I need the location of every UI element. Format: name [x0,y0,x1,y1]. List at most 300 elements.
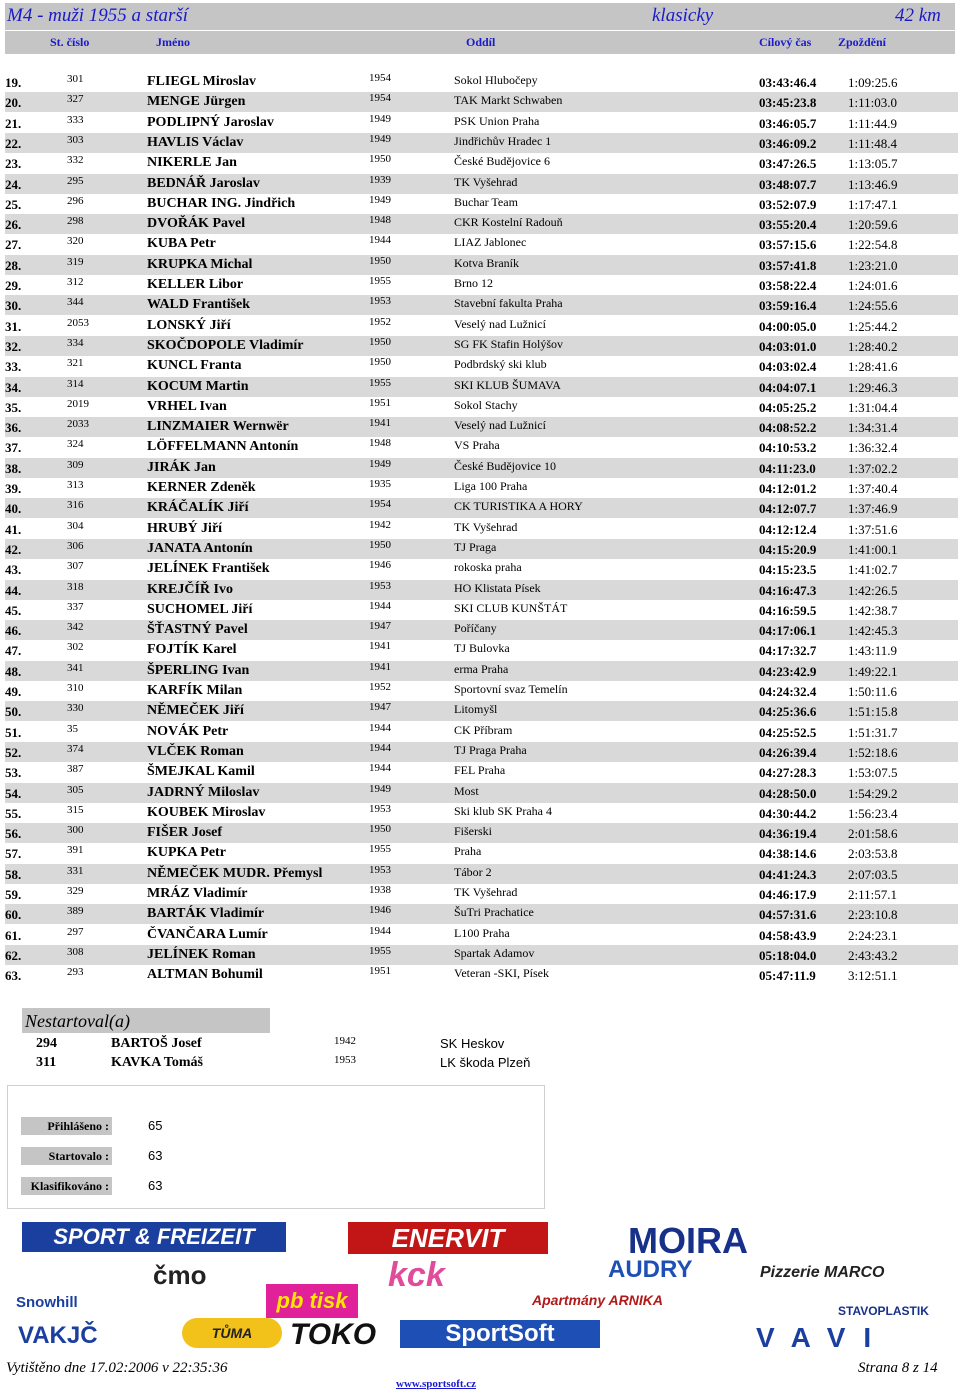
time-delay: 1:34:31.4 [848,420,898,436]
time-delay: 1:37:51.6 [848,521,898,537]
start-number: 334 [67,336,84,349]
club-name: HO Klistata Písek [454,580,541,595]
competitor-name: KERNER Zdeněk [147,480,256,495]
birth-year: 1949 [369,457,391,470]
competitor-name: KARFÍK Milan [147,683,243,698]
start-number: 302 [67,641,84,654]
footer-url-link[interactable]: www.sportsoft.cz [396,1378,477,1390]
club-name: rokoska praha [454,560,522,575]
rank: 33. [5,359,22,375]
sponsor-logo: SportSoft [400,1320,600,1348]
start-number: 314 [67,377,84,390]
club-name: PSK Union Praha [454,113,540,128]
competitor-name: KOUBEK Miroslav [147,804,266,820]
start-number: 300 [67,824,84,837]
finish-time: 04:05:25.2 [759,399,817,415]
result-row [5,113,958,133]
finish-time: 04:08:52.2 [759,420,817,436]
club-name: Most [454,783,479,798]
finish-time: 04:03:02.4 [759,359,817,375]
finish-time: 04:12:01.2 [759,481,817,496]
birth-year: 1944 [369,234,391,247]
time-delay: 1:09:25.6 [848,75,898,90]
rank: 28. [5,257,22,273]
time-delay: 1:28:41.6 [848,359,898,375]
rank: 60. [5,907,22,923]
start-number: 391 [67,844,84,857]
club-name: Litomyšl [454,702,498,717]
dns-year: 1953 [334,1054,356,1066]
birth-year: 1953 [369,295,391,308]
competitor-name: VLČEK Roman [147,743,244,759]
birth-year: 1939 [369,173,391,186]
club-name: Ski klub SK Praha 4 [454,803,553,818]
competitor-name: PODLIPNÝ Jaroslav [147,114,274,130]
result-row [5,295,958,315]
competitor-name: WALD František [147,297,251,313]
time-delay: 1:49:22.1 [848,663,898,679]
finish-time: 03:46:05.7 [759,115,817,131]
competitor-name: BEDNÁŘ Jaroslav [147,175,260,191]
start-number: 2053 [67,316,89,329]
col-delay: Zpoždění [838,35,887,49]
birth-year: 1935 [369,478,391,490]
result-row [5,437,958,457]
rank: 55. [5,805,22,821]
competitor-name: ŠPERLING Ivan [147,662,250,678]
start-number: 374 [67,742,84,755]
category-title: M4 - muži 1955 a starší [7,5,189,26]
finish-time: 03:58:22.4 [759,278,817,293]
time-delay: 1:52:18.6 [848,744,898,760]
club-name: TAK Markt Schwaben [454,93,563,108]
result-row [5,965,958,985]
birth-year: 1952 [369,681,391,693]
club-name: TJ Praga Praha [454,742,527,757]
competitor-name: KUNCL Franta [147,358,242,374]
result-row [5,255,958,275]
result-row [5,336,958,356]
birth-year: 1946 [369,904,391,917]
start-number: 298 [67,215,84,228]
competitor-name: LONSKÝ Jiří [147,317,231,333]
finish-time: 04:15:23.5 [759,562,817,578]
birth-year: 1944 [369,762,391,775]
start-number: 303 [67,133,84,146]
competitor-name: KUPKA Petr [147,845,226,861]
start-number: 333 [67,113,84,126]
finish-time: 04:17:32.7 [759,643,817,659]
club-name: Stavební fakulta Praha [454,296,563,311]
birth-year: 1951 [369,965,391,978]
result-row [5,356,958,376]
rank: 50. [5,704,22,720]
sponsor-logo: TOKO [290,1318,377,1351]
time-delay: 1:24:55.6 [848,298,898,314]
finish-time: 03:57:41.8 [759,257,817,273]
competitor-name: ŠŤASTNÝ Pavel [147,622,248,638]
start-number: 307 [67,560,84,573]
result-row [5,275,958,295]
birth-year: 1954 [369,72,391,84]
result-row [5,884,958,904]
birth-year: 1955 [369,376,391,389]
start-number: 389 [67,905,84,918]
time-delay: 1:50:11.6 [848,684,897,699]
result-row [5,478,958,498]
result-row [5,234,958,254]
start-number: 293 [67,966,84,979]
birth-year: 1948 [369,437,391,450]
result-row [5,214,958,234]
start-number: 320 [67,235,84,248]
time-delay: 1:41:00.1 [848,541,898,557]
competitor-name: LÖFFELMANN Antonín [147,439,299,455]
competitor-name: MRÁZ Vladimír [147,886,248,901]
finish-time: 04:41:24.3 [759,866,817,882]
result-row [5,92,958,112]
result-row [5,580,958,600]
result-row [5,458,958,478]
competitor-name: KOCUM Martin [147,378,249,394]
style-title: klasicky [652,5,714,26]
competitor-name: NIKERLE Jan [147,155,237,171]
time-delay: 2:01:58.6 [848,826,898,842]
time-delay: 2:24:23.1 [848,927,898,943]
result-row [5,498,958,518]
birth-year: 1941 [369,640,391,653]
competitor-name: KELLER Libor [147,277,244,292]
time-delay: 1:20:59.6 [848,217,898,233]
time-delay: 1:22:54.8 [848,237,898,253]
result-row [5,945,958,965]
finish-time: 04:00:05.0 [759,318,817,334]
result-row [5,925,958,945]
club-name: TJ Bulovka [454,641,510,656]
start-number: 297 [67,925,84,938]
birth-year: 1946 [369,559,391,572]
result-row [5,803,958,823]
dns-name: BARTOŠ Josef [111,1036,202,1051]
competitor-name: KRUPKA Michal [147,256,253,272]
start-number: 318 [67,580,84,593]
birth-year: 1949 [369,112,391,125]
time-delay: 1:42:38.7 [848,602,898,618]
time-delay: 1:28:40.2 [848,338,898,354]
result-row [5,133,958,153]
sponsor-logo: AUDRY [608,1256,693,1283]
time-delay: 2:11:57.1 [848,887,897,902]
club-name: LIAZ Jablonec [454,235,527,250]
registered-label: Přihlášeno : [21,1117,112,1135]
start-number: 2019 [67,397,89,410]
start-number: 344 [67,296,84,309]
birth-year: 1950 [369,538,391,551]
dns-number: 311 [36,1055,57,1070]
club-name: Buchar Team [454,194,518,209]
finish-time: 04:36:19.4 [759,826,817,842]
rank: 62. [5,947,22,963]
rank: 47. [5,643,22,659]
competitor-name: BUCHAR ING. Jindřich [147,195,296,211]
rank: 45. [5,602,22,618]
time-delay: 1:41:02.7 [848,562,898,578]
result-row [5,783,958,803]
time-delay: 2:43:43.2 [848,947,898,963]
finish-time: 03:57:15.6 [759,237,817,253]
time-delay: 1:29:46.3 [848,379,898,395]
time-delay: 2:07:03.5 [848,866,898,882]
time-delay: 1:54:29.2 [848,785,898,801]
start-number: 387 [67,763,84,776]
time-delay: 1:37:40.4 [848,481,898,496]
result-row [5,661,958,681]
result-row [5,823,958,843]
club-name: České Budějovice 10 [454,458,556,473]
result-row [5,153,958,173]
column-header-row [5,31,955,54]
rank: 40. [5,501,22,517]
finish-time: 05:47:11.9 [759,968,816,984]
result-row [5,539,958,559]
time-delay: 1:31:04.4 [848,399,898,415]
start-number: 309 [67,458,84,471]
dns-club: LK škoda Plzeň [440,1055,531,1070]
rank: 30. [5,298,22,314]
club-name: L100 Praha [454,925,510,940]
rank: 21. [5,115,22,131]
competitor-name: ŠMEJKAL Kamil [147,764,255,780]
birth-year: 1950 [369,153,391,166]
club-name: Veselý nad Lužnicí [454,418,546,433]
competitor-name: MENGE Jürgen [147,94,246,110]
result-row [5,742,958,762]
dns-row [0,1036,960,1054]
rank: 24. [5,176,22,192]
rank: 44. [5,582,22,598]
finish-time: 04:17:06.1 [759,623,817,639]
time-delay: 1:24:01.6 [848,278,898,293]
dns-club: SK Heskov [440,1036,505,1051]
competitor-name: DVOŘÁK Pavel [147,216,246,232]
competitor-name: KUBA Petr [147,236,216,252]
club-name: FEL Praha [454,763,506,778]
rank: 20. [5,95,22,111]
birth-year: 1941 [369,417,391,430]
sponsor-logo: Snowhill [16,1294,78,1311]
result-row [5,316,958,336]
finish-time: 03:46:09.2 [759,135,817,151]
finish-time: 03:45:23.8 [759,95,817,111]
start-number: 319 [67,255,84,268]
started-label: Startovalo : [21,1147,112,1165]
finish-time: 04:10:53.2 [759,440,817,456]
rank: 48. [5,663,22,679]
birth-year: 1950 [369,356,391,369]
birth-year: 1951 [369,396,391,409]
finish-time: 04:25:52.5 [759,724,817,740]
rank: 25. [5,196,22,212]
competitor-name: JADRNÝ Miloslav [147,784,260,800]
time-delay: 3:12:51.1 [848,968,898,984]
sponsor-logo: TŮMA [182,1318,282,1348]
result-row [5,904,958,924]
finish-time: 04:12:12.4 [759,521,817,537]
competitor-name: KRÁČALÍK Jiří [147,500,249,516]
start-number: 332 [67,154,84,167]
club-name: VS Praha [454,438,500,453]
time-delay: 1:37:46.9 [848,501,898,517]
club-name: CK TURISTIKA A HORY [454,499,583,514]
result-row [5,194,958,214]
competitor-name: JELÍNEK František [147,561,270,577]
start-number: 321 [67,357,84,370]
time-delay: 1:23:21.0 [848,257,898,273]
club-name: Kotva Braník [454,255,519,270]
competitor-name: NĚMEČEK MUDR. Přemysl [147,865,323,881]
rank: 19. [5,75,22,90]
competitor-name: NOVÁK Petr [147,723,229,739]
rank: 43. [5,562,22,578]
start-number: 308 [67,945,84,958]
dns-name: KAVKA Tomáš [111,1055,203,1070]
club-name: Poříčany [454,621,497,636]
competitor-name: ALTMAN Bohumil [147,967,263,983]
sponsor-logo: STAVOPLASTIK [838,1304,929,1318]
dns-year: 1942 [334,1035,356,1047]
dns-row [0,1055,960,1073]
sponsor-logo: VAKJČ [18,1322,98,1349]
birth-year: 1947 [369,701,391,714]
finish-time: 03:59:16.4 [759,298,817,314]
competitor-name: JANATA Antonín [147,540,253,556]
classified-value: 63 [148,1178,163,1193]
finish-time: 04:27:28.3 [759,765,817,781]
finish-time: 04:25:36.6 [759,704,817,720]
sponsor-logo: kck [388,1256,445,1294]
club-name: ŠuTri Prachatice [454,905,534,920]
finish-time: 04:28:50.0 [759,785,817,801]
start-number: 2033 [67,418,89,431]
time-delay: 1:51:15.8 [848,704,898,720]
club-name: Fišerski [454,824,493,839]
time-delay: 1:51:31.7 [848,724,898,740]
competitor-name: HAVLIS Václav [147,134,244,150]
birth-year: 1949 [369,782,391,795]
club-name: Liga 100 Praha [454,479,528,493]
stats-box [7,1085,545,1209]
sponsor-logo: Pizzerie MARCO [760,1264,885,1281]
dns-title: Nestartoval(a) [25,1011,130,1031]
club-name: TK Vyšehrad [454,174,518,189]
dns-title-box [22,1008,270,1033]
club-name: CKR Kostelní Radouň [454,215,563,230]
competitor-name: ČVANČARA Lumír [147,926,268,942]
club-name: TJ Praga [454,539,497,554]
rank: 38. [5,460,22,476]
competitor-name: NĚMEČEK Jiří [147,703,244,719]
started-value: 63 [148,1148,163,1163]
result-row [5,417,958,437]
rank: 39. [5,481,22,496]
rank: 37. [5,440,22,456]
club-name: CK Příbram [454,722,513,737]
rank: 46. [5,623,22,639]
finish-time: 03:48:07.7 [759,176,817,192]
sponsor-logo: čmo [153,1260,207,1290]
start-number: 327 [67,93,84,106]
rank: 36. [5,420,22,436]
club-name: Veteran -SKI, Písek [454,966,549,981]
birth-year: 1955 [369,275,391,287]
start-number: 306 [67,539,84,552]
time-delay: 1:37:02.2 [848,460,898,476]
club-name: České Budějovice 6 [454,154,550,169]
birth-year: 1950 [369,335,391,348]
rank: 22. [5,135,22,151]
col-club: Oddíl [466,35,496,49]
rank: 34. [5,379,22,395]
registered-value: 65 [148,1118,163,1133]
club-name: Veselý nad Lužnicí [454,316,546,331]
finish-time: 04:16:59.5 [759,602,817,618]
rank: 23. [5,156,22,172]
start-number: 35 [67,722,78,735]
rank: 35. [5,399,22,415]
finish-time: 04:24:32.4 [759,684,817,699]
finish-time: 03:55:20.4 [759,217,817,233]
result-row [5,559,958,579]
finish-time: 04:16:47.3 [759,582,817,598]
club-name: TK Vyšehrad [454,519,518,534]
sponsor-logo: VAVI [756,1322,890,1353]
finish-time: 03:52:07.9 [759,196,817,212]
result-row [5,762,958,782]
competitor-name: HRUBÝ Jiří [147,520,223,536]
finish-time: 04:04:07.1 [759,379,817,395]
birth-year: 1955 [369,843,391,856]
club-name: Spartak Adamov [454,945,535,960]
sponsor-logos [8,1218,958,1358]
competitor-name: FLIEGL Miroslav [147,74,257,89]
col-finish-time: Cílový čas [759,35,812,49]
start-number: 329 [67,885,84,897]
footer-page: Strana 8 z 14 [858,1360,938,1376]
finish-time: 03:43:46.4 [759,75,817,90]
rank: 32. [5,338,22,354]
sponsor-logo: MOIRA [628,1220,748,1261]
start-number: 305 [67,783,84,796]
start-number: 310 [67,682,84,694]
time-delay: 1:43:11.9 [848,643,897,659]
rank: 29. [5,278,22,293]
competitor-name: KREJČÍŘ Ivo [147,581,233,597]
start-number: 341 [67,661,84,674]
rank: 63. [5,968,22,984]
club-name: Praha [454,844,482,859]
result-row [5,620,958,640]
time-delay: 1:13:46.9 [848,176,898,192]
rank: 26. [5,217,22,233]
rank: 31. [5,318,22,334]
club-name: SKI CLUB KUNŠTÁT [454,600,568,615]
finish-time: 04:03:01.0 [759,338,817,354]
result-row [5,397,958,417]
competitor-name: LINZMAIER Wernwër [147,419,289,435]
start-number: 331 [67,864,84,877]
sponsor-logo: ENERVIT [348,1222,548,1254]
club-name: TK Vyšehrad [454,885,518,899]
